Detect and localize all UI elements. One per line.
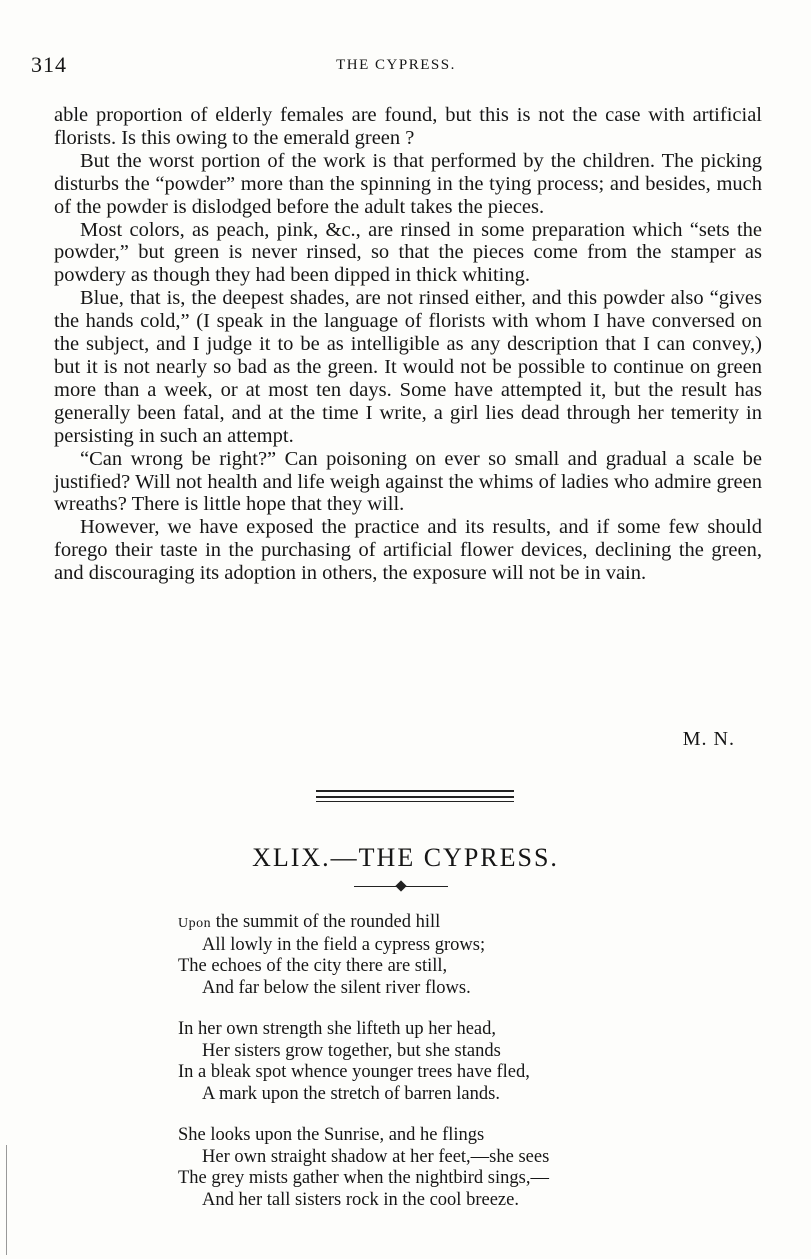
poem-line: And far below the silent river flows. [202, 977, 471, 998]
poem-stanza [178, 1125, 549, 1211]
small-caps-opening: Upon [178, 916, 212, 931]
poem-line: The echoes of the city there are still, [178, 956, 448, 976]
author-signature: M. N. [682, 728, 735, 750]
poem-line-text: the summit of the rounded hill [211, 912, 441, 932]
page-header [31, 52, 761, 82]
poem-line [178, 912, 549, 935]
poem-line: All lowly in the field a cypress grows; [202, 934, 486, 955]
poem-line: The grey mists gather when the nightbird sings,— [178, 1168, 549, 1188]
paragraph: However, we have exposed the practice and its results, and if some few should forego their taste in the purchasing of artificial flower devices, declining the green, and discouraging its adoption in others, the exposure will not be in vain. [54, 516, 762, 585]
poem-line: In a bleak spot whence younger trees have fled, [178, 1062, 530, 1082]
poem-line: Her own straight shadow at her feet,—she sees [202, 1146, 550, 1167]
paragraph: But the worst portion of the work is that performed by the children. The picking disturbs the “powder” more than the spinning in the tying process; and besides, much of the powder is dislodged before the adult takes the pieces. [54, 149, 762, 218]
paragraph: “Can wrong be right?” Can poisoning on ever so small and gradual a scale be justified? Will not health and life weigh against the whims of ladies who admire green wreaths? There is little hope that they will. [54, 447, 762, 516]
poem-stanza [178, 1019, 549, 1105]
page-number: 314 [31, 52, 67, 77]
poem-line: And her tall sisters rock in the cool breeze. [202, 1189, 519, 1210]
paragraph: Blue, that is, the deepest shades, are not rinsed either, and this powder also “gives the hands cold,” (I speak in the language of florists with whom I have conversed on the subject, and I judge it to be as intelligible as any description that I can convey,) but it is not nearly so bad as the green. It would not be possible to continue on green more than a week, or at most ten days. Some have attempted it, but the result has generally been fatal, and at the time I write, a girl lies dead through her temerity in persisting in such an attempt. [54, 287, 762, 447]
paragraph: able proportion of elderly females are found, but this is not the case with artificial florists. Is this owing to the emerald green ? [54, 104, 762, 149]
scan-edge-line [6, 1145, 7, 1255]
poem-line: Her sisters grow together, but she stands [202, 1040, 501, 1061]
poem [178, 912, 549, 1231]
section-divider-rule [316, 796, 514, 798]
poem-line: In her own strength she lifteth up her head, [178, 1019, 497, 1039]
section-divider-rule [316, 801, 514, 802]
title-ornament [354, 886, 448, 889]
article-body [54, 104, 762, 585]
paragraph: Most colors, as peach, pink, &c., are rinsed in some preparation which “sets the powder,” but green is never rinsed, so that the pieces come from the stamper as powdery as though they had been dipped in thick whiting. [54, 218, 762, 287]
poem-line: A mark upon the stretch of barren lands. [202, 1083, 500, 1104]
poem-line: She looks upon the Sunrise, and he flings [178, 1125, 485, 1145]
poem-stanza [178, 912, 549, 999]
diamond-ornament-icon [395, 880, 406, 891]
running-title: THE CYPRESS. [336, 57, 456, 73]
section-divider-rule [316, 790, 514, 792]
poem-title: XLIX.—THE CYPRESS. [252, 843, 559, 872]
